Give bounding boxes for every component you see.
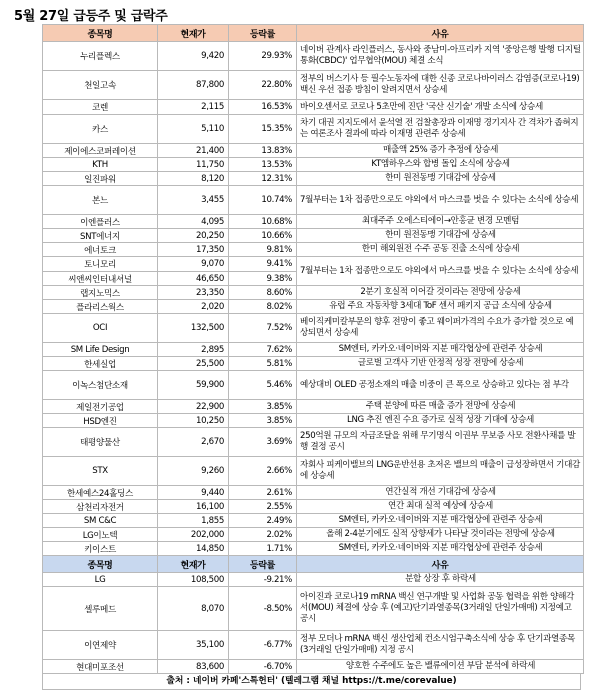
change-rate: 15.35% — [229, 115, 297, 144]
table-row — [43, 500, 584, 514]
table-row — [43, 115, 584, 144]
current-price: 14,850 — [158, 542, 229, 556]
table-row — [43, 400, 584, 414]
current-price: 10,250 — [158, 414, 229, 428]
current-price: 16,100 — [158, 500, 229, 514]
current-price: 11,750 — [158, 158, 229, 172]
table-row — [43, 486, 584, 500]
change-rate: -6.77% — [229, 631, 297, 660]
col-header-reason: 사유 — [297, 25, 584, 42]
table-row — [43, 257, 584, 272]
change-rate: 2.55% — [229, 500, 297, 514]
reason: 유럽 주요 자동차향 3세대 ToF 센서 패키지 공급 소식에 상승세 — [297, 300, 584, 314]
stock-name: 씨앤씨인터내셔널 — [43, 272, 158, 286]
col-header-rate: 등락률 — [229, 25, 297, 42]
table-row — [43, 542, 584, 556]
current-price: 9,440 — [158, 486, 229, 500]
reason: 7월부터는 1차 접종만으로도 야외에서 마스크를 벗을 수 있다는 소식에 상승세 — [297, 186, 584, 215]
stock-name: 태평양물산 — [43, 428, 158, 457]
change-rate: -6.70% — [229, 660, 297, 674]
current-price: 17,350 — [158, 243, 229, 257]
table-row — [43, 42, 584, 71]
reason: 네이버 관계사 라인플러스, 동사와 중남미-아프리카 지역 '중앙은행 발행 디지털 통화(CBDC)' 업무협약(MOU) 체결 소식 — [297, 42, 584, 71]
stock-name: LG — [43, 573, 158, 587]
table-row — [43, 660, 584, 674]
stock-name: 삼천리자전거 — [43, 500, 158, 514]
change-rate: 22.80% — [229, 71, 297, 100]
change-rate: 16.53% — [229, 100, 297, 115]
table-row — [43, 158, 584, 172]
table-row — [43, 172, 584, 186]
stock-name: KTH — [43, 158, 158, 172]
table-row — [43, 71, 584, 100]
table-row — [43, 528, 584, 542]
reason: LNG 추진 엔진 수요 증가로 실적 성장 기대에 상승세 — [297, 414, 584, 428]
reason: 베이직케미칼부문의 향후 전망이 좋고 웨이퍼가격의 수요가 증가할 것으로 예상되면서 상승세 — [297, 314, 584, 343]
stock-name: 제이에스코퍼레이션 — [43, 144, 158, 158]
stock-name: HSD엔진 — [43, 414, 158, 428]
change-rate: 3.69% — [229, 428, 297, 457]
reason: 주택 분양에 따른 매출 증가 전망에 상승세 — [297, 400, 584, 414]
table-row — [43, 229, 584, 243]
change-rate: 2.66% — [229, 457, 297, 486]
change-rate: 10.68% — [229, 215, 297, 229]
change-rate: 9.41% — [229, 257, 297, 272]
stock-name: 이엔플러스 — [43, 215, 158, 229]
reason: 아이진과 코로나19 mRNA 백신 연구개발 및 사업화 공동 협력을 위한 양해각서(MOU) 체결에 상승 후 (예고)단기과열종목(3거래일 단일가매매) 지정예고 공시 — [297, 587, 584, 631]
table-row — [43, 371, 584, 400]
col-header-name: 종목명 — [43, 25, 158, 42]
table-row — [43, 357, 584, 371]
change-rate: 2.02% — [229, 528, 297, 542]
change-rate: -9.21% — [229, 573, 297, 587]
stock-name: 천일고속 — [43, 71, 158, 100]
col-header-price: 현재가 — [158, 25, 229, 42]
stock-name: 제일전기공업 — [43, 400, 158, 414]
page-title: 5월 27일 급등주 및 급락주 — [14, 9, 168, 24]
losers-header-row — [43, 556, 584, 573]
current-price: 1,855 — [158, 514, 229, 528]
current-price: 83,600 — [158, 660, 229, 674]
current-price: 25,500 — [158, 357, 229, 371]
current-price: 59,900 — [158, 371, 229, 400]
stock-name: 에너토크 — [43, 243, 158, 257]
table-row — [43, 587, 584, 631]
reason: 매출액 25% 증가 추정에 상승세 — [297, 144, 584, 158]
change-rate: 8.02% — [229, 300, 297, 314]
current-price: 2,670 — [158, 428, 229, 457]
table-row — [43, 573, 584, 587]
stock-name: 누리플렉스 — [43, 42, 158, 71]
stock-name: 카스 — [43, 115, 158, 144]
stock-name: 코렌 — [43, 100, 158, 115]
table-row — [43, 457, 584, 486]
change-rate: -8.50% — [229, 587, 297, 631]
reason: 올해 2-4분기에도 실적 상향세가 나타날 것이라는 전망에 상승세 — [297, 528, 584, 542]
current-price: 132,500 — [158, 314, 229, 343]
change-rate: 7.62% — [229, 343, 297, 357]
change-rate: 9.81% — [229, 243, 297, 257]
reason: 바이오센서로 코로나 5초만에 진단 '국산 신기술' 개발 소식에 상승세 — [297, 100, 584, 115]
change-rate: 1.71% — [229, 542, 297, 556]
current-price: 202,000 — [158, 528, 229, 542]
reason: 7월부터는 1차 접종만으로도 야외에서 마스크를 벗을 수 있다는 소식에 상승세 — [297, 257, 584, 286]
stock-name: STX — [43, 457, 158, 486]
change-rate: 3.85% — [229, 400, 297, 414]
stock-name: 토니모리 — [43, 257, 158, 272]
stock-name: SNT에너지 — [43, 229, 158, 243]
stock-movers-table — [42, 24, 583, 690]
change-rate: 29.93% — [229, 42, 297, 71]
gainers-header-row — [43, 25, 584, 42]
current-price: 35,100 — [158, 631, 229, 660]
current-price: 2,020 — [158, 300, 229, 314]
table-row — [43, 215, 584, 229]
change-rate: 10.66% — [229, 229, 297, 243]
stock-name: 이녹스첨단소재 — [43, 371, 158, 400]
reason: 정부 모더나 mRNA 백신 생산업체 컨소시엄구축소식에 상승 후 단기과열종목(3거래일 단일가매매) 지정 공시 — [297, 631, 584, 660]
change-rate: 9.38% — [229, 272, 297, 286]
reason: 한미 원전동맹 기대감에 상승세 — [297, 229, 584, 243]
reason: 차기 대권 지지도에서 윤석열 전 검찰총장과 이재명 경기지사 간 격차가 좁혀지는 여론조사 결과에 따라 이재명 관련주 상승세 — [297, 115, 584, 144]
current-price: 2,115 — [158, 100, 229, 115]
stock-name: 현대미포조선 — [43, 660, 158, 674]
change-rate: 13.53% — [229, 158, 297, 172]
stock-name: 플라리스웍스 — [43, 300, 158, 314]
table-row — [43, 414, 584, 428]
reason: 한미 해외원전 수주 공동 진출 소식에 상승세 — [297, 243, 584, 257]
change-rate: 12.31% — [229, 172, 297, 186]
table-row — [43, 243, 584, 257]
table-row — [43, 343, 584, 357]
reason: SM엔터, 카카오·네이버와 지분 매각협상에 관련주 상승세 — [297, 542, 584, 556]
stock-name: 일진파워 — [43, 172, 158, 186]
gainers-body — [43, 42, 584, 556]
losers-body — [43, 573, 584, 674]
reason: KT엠하우스와 합병 돌입 소식에 상승세 — [297, 158, 584, 172]
reason: 한미 원전동맹 기대감에 상승세 — [297, 172, 584, 186]
stock-name: 랩지노믹스 — [43, 286, 158, 300]
col-header-price: 현재가 — [158, 556, 229, 573]
stock-name: 이연제약 — [43, 631, 158, 660]
current-price: 9,070 — [158, 257, 229, 272]
reason: 자회사 피케이밸브의 LNG운반선용 초저온 밸브의 매출이 급성장하면서 기대감에 상승세 — [297, 457, 584, 486]
stock-name: 키이스트 — [43, 542, 158, 556]
reason: 양호한 수주에도 높은 밸류에이션 부담 분석에 하락세 — [297, 660, 584, 674]
col-header-rate: 등락률 — [229, 556, 297, 573]
reason: 글로벌 고객사 기반 안정적 성장 전망에 상승세 — [297, 357, 584, 371]
current-price: 46,650 — [158, 272, 229, 286]
current-price: 4,095 — [158, 215, 229, 229]
reason: 정부의 버스기사 등 필수노동자에 대한 신종 코로나바이러스 감염증(코로나19) 백신 우선 접종 방침이 알려지면서 상승세 — [297, 71, 584, 100]
source-credit: 출처 : 네이버 카페'스톡헌터' (텔레그램 채널 https://t.me/corevalue) — [42, 674, 581, 690]
stock-name: SM Life Design — [43, 343, 158, 357]
current-price: 9,420 — [158, 42, 229, 71]
stock-name: LG이노텍 — [43, 528, 158, 542]
stock-name: 한세실업 — [43, 357, 158, 371]
reason: 250억원 규모의 자금조달을 위해 무기명식 이권부 무보증 사모 전환사채를 발행 결정 공시 — [297, 428, 584, 457]
reason: 2분기 호실적 이어갈 것이라는 전망에 상승세 — [297, 286, 584, 300]
table-row — [43, 631, 584, 660]
stock-name: 한세예스24홀딩스 — [43, 486, 158, 500]
reason: 예상대비 OLED 공정소재의 매출 비중이 큰 폭으로 상승하고 있다는 점 부각 — [297, 371, 584, 400]
current-price: 8,070 — [158, 587, 229, 631]
change-rate: 2.61% — [229, 486, 297, 500]
current-price: 5,110 — [158, 115, 229, 144]
current-price: 108,500 — [158, 573, 229, 587]
current-price: 22,900 — [158, 400, 229, 414]
change-rate: 7.52% — [229, 314, 297, 343]
table-row — [43, 286, 584, 300]
reason: 분할 상장 후 하락세 — [297, 573, 584, 587]
table-row — [43, 186, 584, 215]
current-price: 21,400 — [158, 144, 229, 158]
current-price: 8,120 — [158, 172, 229, 186]
change-rate: 2.49% — [229, 514, 297, 528]
stock-name: 본느 — [43, 186, 158, 215]
reason: 최대주주 오에스티에이→안홍균 변경 모멘텀 — [297, 215, 584, 229]
change-rate: 5.46% — [229, 371, 297, 400]
current-price: 23,350 — [158, 286, 229, 300]
stock-name: 셀루메드 — [43, 587, 158, 631]
change-rate: 8.60% — [229, 286, 297, 300]
table-row — [43, 300, 584, 314]
current-price: 20,250 — [158, 229, 229, 243]
reason: SM엔터, 카카오·네이버와 지분 매각협상에 관련주 상승세 — [297, 343, 584, 357]
table-row — [43, 428, 584, 457]
col-header-name: 종목명 — [43, 556, 158, 573]
reason: 연간 최대 실적 예상에 상승세 — [297, 500, 584, 514]
current-price: 9,260 — [158, 457, 229, 486]
col-header-reason: 사유 — [297, 556, 584, 573]
current-price: 3,455 — [158, 186, 229, 215]
table-row — [43, 514, 584, 528]
reason: SM엔터, 카카오·네이버와 지분 매각협상에 관련주 상승세 — [297, 514, 584, 528]
table-row — [43, 100, 584, 115]
current-price: 2,895 — [158, 343, 229, 357]
change-rate: 5.81% — [229, 357, 297, 371]
current-price: 87,800 — [158, 71, 229, 100]
table-row — [43, 144, 584, 158]
change-rate: 10.74% — [229, 186, 297, 215]
change-rate: 13.83% — [229, 144, 297, 158]
stock-name: OCI — [43, 314, 158, 343]
reason: 연간실적 개선 기대감에 상승세 — [297, 486, 584, 500]
change-rate: 3.85% — [229, 414, 297, 428]
table-row — [43, 314, 584, 343]
stock-name: SM C&C — [43, 514, 158, 528]
